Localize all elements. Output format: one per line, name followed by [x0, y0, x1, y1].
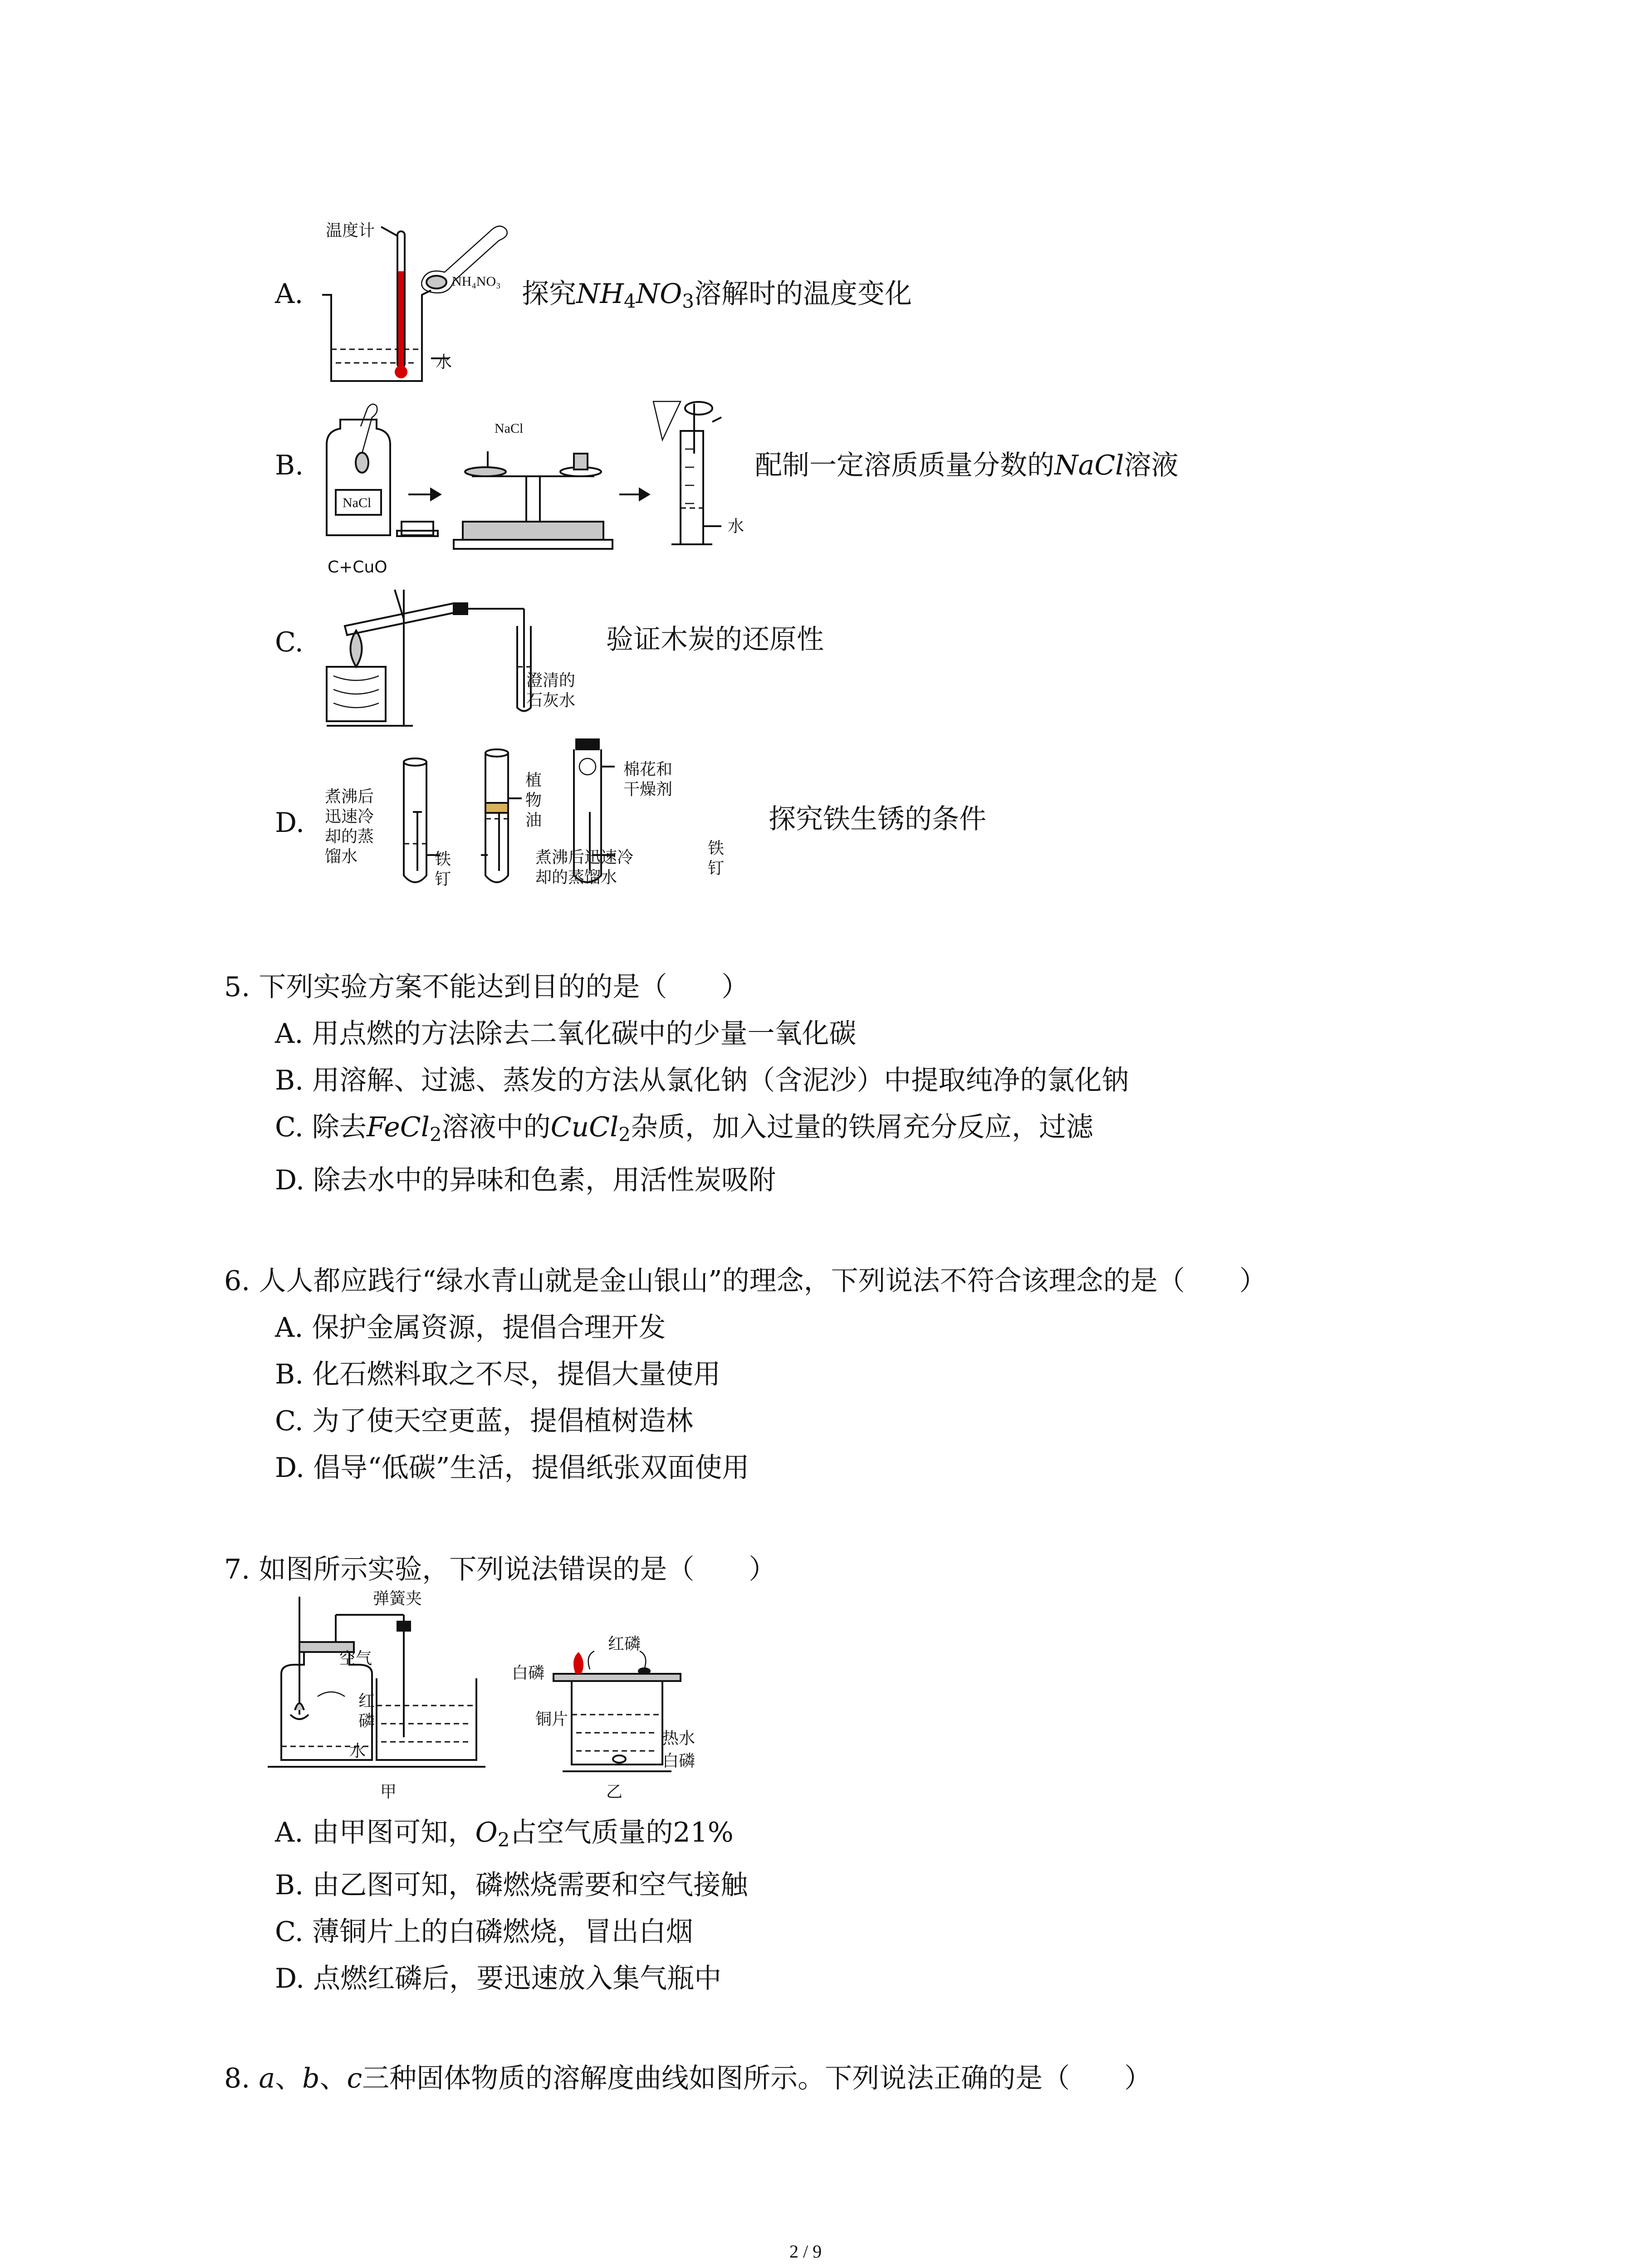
water-label-b: 水 — [728, 517, 745, 536]
q6-option-d: D. 倡导“低碳”生活，提倡纸张双面使用 — [275, 1452, 749, 1484]
air-label: 空气 — [339, 1649, 372, 1668]
cotton-2: 干燥剂 — [623, 780, 673, 799]
oil-2: 物 — [525, 791, 542, 810]
nail-c-2: 钉 — [708, 859, 725, 878]
water-label-a: 水 — [436, 353, 452, 371]
hot-water-label: 热水 — [662, 1729, 696, 1748]
option-a-letter: A. — [275, 278, 304, 310]
q6-option-b: B. 化石燃料取之不尽，提倡大量使用 — [275, 1359, 721, 1390]
option-d-letter: D. — [275, 807, 305, 839]
q5-stem: 5. 下列实验方案不能达到目的的是（ ） — [224, 971, 749, 1003]
q7-option-c: C. 薄铜片上的白磷燃烧，冒出白烟 — [275, 1916, 693, 1948]
water-b-2: 却的蒸馏水 — [535, 868, 617, 887]
copper-label: 铜片 — [535, 1710, 568, 1729]
figure-jia — [268, 1588, 485, 1778]
q6-option-c: C. 为了使天空更蓝，提倡植树造林 — [275, 1405, 693, 1437]
q7-option-a — [275, 1816, 734, 1852]
option-c-letter: C. — [275, 626, 304, 658]
q8-sep1: 、 — [275, 2063, 303, 2094]
option-a-formula2: NO — [636, 278, 682, 310]
q8-c: c — [347, 2063, 362, 2094]
q5-option-c — [275, 1111, 1093, 1146]
red-p-label: 红磷 — [608, 1635, 641, 1653]
nail-c-1: 铁 — [708, 839, 725, 858]
water-d-3: 却的蒸 — [325, 827, 374, 846]
caption-jia: 甲 — [380, 1783, 397, 1801]
nh4no3-label: NH₄NO₃ — [452, 274, 501, 289]
q5-option-d: D. 除去水中的异味和色素，用活性炭吸附 — [275, 1164, 776, 1196]
red-p-label-1: 红 — [358, 1692, 375, 1711]
cotton-1: 棉花和 — [623, 760, 673, 779]
q7-a-prefix: A. 由甲图可知， — [275, 1817, 475, 1848]
q6-option-a: A. 保护金属资源，提倡合理开发 — [275, 1312, 666, 1344]
beaker-thermometer-figure — [318, 213, 526, 390]
q8-number: 8. — [224, 2063, 259, 2094]
reactant-label: C+CuO — [328, 558, 387, 577]
q7-option-b: B. 由乙图可知，磷燃烧需要和空气接触 — [275, 1869, 748, 1901]
solution-preparation-figure — [318, 399, 753, 553]
q8-b: b — [302, 2063, 320, 2094]
water-d-2: 迅速冷 — [325, 807, 374, 826]
q5-c-prefix: C. 除去 — [275, 1111, 367, 1143]
white-p-top-label: 白磷 — [512, 1664, 545, 1682]
option-b-suffix: 溶液 — [1124, 450, 1179, 481]
limewater-label-2: 石灰水 — [526, 691, 576, 710]
q7-a-suffix: 占空气质量的21% — [509, 1817, 734, 1848]
q8-rest: 三种固体物质的溶解度曲线如图所示。下列说法正确的是（ ） — [362, 2063, 1152, 2094]
red-p-label-2: 磷 — [358, 1712, 375, 1730]
option-b-prefix: 配制一定溶质质量分数的 — [755, 450, 1054, 481]
bottle-label-nacl: NaCl — [343, 495, 372, 510]
balance-label-nacl: NaCl — [495, 421, 524, 436]
water-d-1: 煮沸后 — [325, 787, 374, 806]
q7-option-d: D. 点燃红磷后，要迅速放入集气瓶中 — [275, 1963, 722, 1994]
q5-c-formula1: FeCl — [366, 1111, 430, 1143]
q7-a-formula: O — [475, 1817, 498, 1848]
q5-c-sub2: 2 — [618, 1123, 631, 1146]
q8-sep2: 、 — [319, 2063, 347, 2094]
thermometer-label: 温度计 — [326, 221, 375, 240]
option-a-formula: NH — [576, 278, 624, 310]
limewater-label-1: 澄清的 — [526, 671, 576, 690]
q5-c-mid: 溶液中的 — [441, 1111, 551, 1143]
oil-3: 油 — [525, 811, 542, 830]
carbon-reduction-figure — [318, 576, 635, 735]
q6-stem: 6. 人人都应践行“绿水青山就是金山银山”的理念，下列说法不符合该理念的是（ ） — [224, 1265, 1267, 1297]
option-d-text: 探究铁生锈的条件 — [769, 803, 986, 835]
option-a-sub1: 4 — [623, 290, 636, 313]
q5-c-sub1: 2 — [429, 1123, 442, 1146]
q7-a-sub: 2 — [497, 1828, 510, 1851]
nail-a-2: 钉 — [435, 870, 451, 889]
q7-stem: 7. 如图所示实验，下列说法错误的是（ ） — [224, 1554, 776, 1585]
caption-yi: 乙 — [606, 1783, 623, 1801]
page-number: 2 / 9 — [789, 2241, 822, 2262]
q5-option-b: B. 用溶解、过滤、蒸发的方法从氯化钠（含泥沙）中提取纯净的氯化钠 — [275, 1065, 1129, 1096]
option-a-suffix: 溶解时的温度变化 — [694, 278, 912, 310]
q5-c-formula2: CuCl — [550, 1111, 619, 1143]
option-a-sub2: 3 — [682, 290, 694, 313]
white-p-bottom-label: 白磷 — [662, 1752, 696, 1770]
water-d-4: 馏水 — [325, 847, 358, 866]
clip-label: 弹簧夹 — [373, 1589, 422, 1608]
oil-1: 植 — [525, 771, 542, 790]
option-c-text: 验证木炭的还原性 — [606, 624, 824, 655]
q5-option-a: A. 用点燃的方法除去二氧化碳中的少量一氧化碳 — [275, 1018, 857, 1050]
option-b-letter: B. — [275, 450, 304, 481]
q8-a: a — [259, 2063, 275, 2094]
option-b-text — [755, 449, 1178, 482]
q8-stem — [224, 2062, 1151, 2095]
water-label-jia: 水 — [349, 1742, 366, 1760]
option-a-text — [522, 278, 912, 313]
nail-a-1: 铁 — [435, 850, 451, 869]
water-b-1: 煮沸后迅速冷 — [535, 848, 634, 867]
q5-c-suffix: 杂质，加入过量的铁屑充分反应，过滤 — [631, 1111, 1094, 1143]
option-a-prefix: 探究 — [522, 278, 576, 310]
option-b-formula: NaCl — [1054, 450, 1124, 481]
